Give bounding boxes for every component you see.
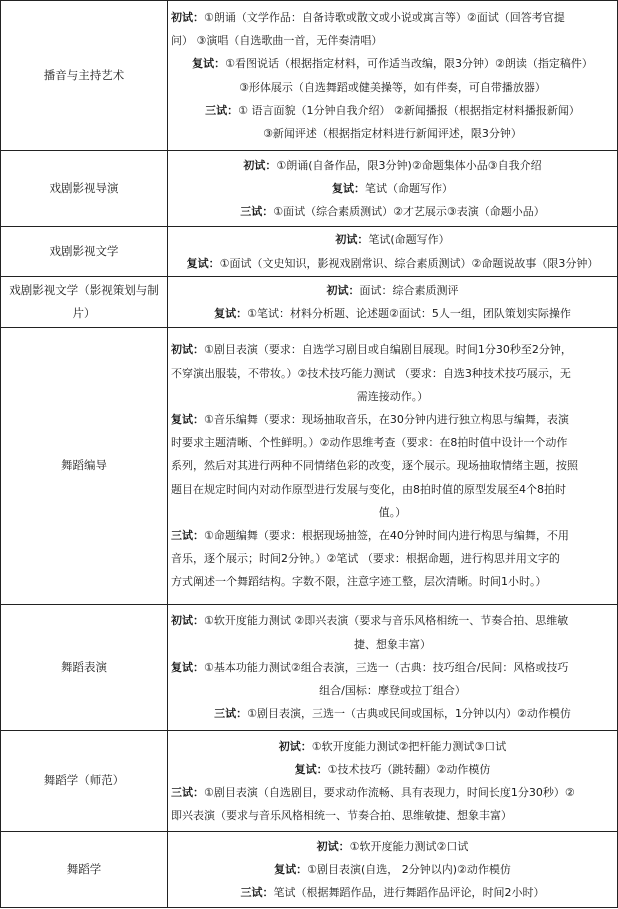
exam-round-label: 三试： <box>240 886 274 900</box>
major-name: 舞蹈学（师范） <box>1 731 168 832</box>
table-row <box>1 731 618 832</box>
major-name: 舞蹈表演 <box>1 605 168 731</box>
requirement-line: 三试：①剧目表演，三选一（古典或民间或国标，1分钟以内）②动作模仿 <box>214 707 571 721</box>
requirement-line: 三试：①命题编舞（要求：根据现场抽签，在40分钟时间内进行构思与编舞，不用 <box>171 529 569 542</box>
requirement-line: 题目在规定时间内对动作原型进行发展与变化，由8拍时值的原型发展至4个8拍时 <box>171 482 566 496</box>
table-row <box>1 328 618 605</box>
requirement-line: 复试：①基本功能力测试②组合表演，三选一（古典：技巧组合/民间：风格或技巧 <box>171 660 569 674</box>
exam-requirements <box>168 1 618 151</box>
exam-round-label: 三试： <box>205 103 239 117</box>
requirement-line: 三试：①面试（综合素质测试）②才艺展示③表演（命题小品） <box>240 205 545 219</box>
requirement-line: 初试：①软开度能力测试②口试 <box>316 839 469 853</box>
exam-round-label: 复试： <box>171 412 204 426</box>
table-row <box>1 605 618 731</box>
requirement-line: 初试：①软开度能力测试②把杆能力测试③口试 <box>278 739 507 753</box>
requirement-line: 复试：笔试（命题写作） <box>332 181 453 195</box>
requirement-line: 即兴表演（要求与音乐风格相统一、节奏合拍、思维敏捷、想象丰富） <box>171 809 512 823</box>
table-row <box>1 832 618 908</box>
exam-round-label: 三试： <box>171 786 204 799</box>
major-name: 播音与主持艺术 <box>1 1 168 151</box>
requirement-line: 初试：①剧目表演（要求：自选学习剧目或自编剧目展现。时间1分30秒至2分钟， <box>171 343 572 357</box>
requirement-line: 复试：①看图说话（根据指定材料，可作适当改编，限3分钟）②朗读（指定稿件） <box>192 57 593 71</box>
exam-round-label: 复试： <box>214 307 248 320</box>
requirement-line: 初试：①软开度能力测试 ②即兴表演（要求与音乐风格相统一、节奏合拍、思维敏 <box>171 614 569 628</box>
requirement-line: 复试：①剧目表演(自选， 2分钟以内)②动作模仿 <box>274 862 511 876</box>
requirement-line: 初试：笔试(命题写作） <box>335 233 450 247</box>
requirement-line: 捷、想象丰富） <box>354 637 431 651</box>
exam-round-label: 三试： <box>240 205 274 219</box>
requirement-line: 复试：①笔试：材料分析题、论述题②面试：5人一组，团队策划实际操作 <box>214 307 571 320</box>
requirement-line: ③形体展示（自选舞蹈或健美操等，如有伴奏，可自带播放器） <box>239 80 546 94</box>
exam-round-label: 复试： <box>274 862 308 876</box>
exam-round-label: 初试： <box>316 839 350 853</box>
exam-round-label: 复试： <box>294 762 328 776</box>
exam-round-label: 复试： <box>332 181 365 195</box>
exam-round-label: 初试： <box>171 614 204 628</box>
requirement-line: 初试：①朗诵（文学作品：自备诗歌或散文或小说或寓言等）②面试（回答考官提 <box>171 10 565 24</box>
requirement-line: 复试：①技术技巧（跳转翻）②动作模仿 <box>294 762 491 776</box>
exam-requirements <box>168 832 618 908</box>
major-name: 舞蹈学 <box>1 832 168 908</box>
requirement-line: 方式阐述一个舞蹈结构。字数不限，注意字迹工整，层次清晰。时间1小时。） <box>171 575 547 589</box>
requirement-line: 三试：① 语言面貌（1分钟自我介绍） ②新闻播报（根据指定材料播报新闻） <box>205 103 580 117</box>
requirement-line: 需连接动作。） <box>356 389 429 403</box>
major-name: 舞蹈编导 <box>1 328 168 605</box>
major-name: 戏剧影视文学（影视策划与制片） <box>1 277 168 328</box>
requirement-line: 复试：①音乐编舞（要求：现场抽取音乐，在30分钟内进行独立构思与编舞，表演 <box>171 412 569 426</box>
exam-round-label: 复试： <box>186 256 220 270</box>
exam-requirements <box>168 277 618 328</box>
exam-requirements <box>168 731 618 832</box>
requirement-line: 复试：①面试（文史知识，影视戏剧常识、综合素质测试）②命题说故事（限3分钟） <box>186 256 599 270</box>
requirement-line: 时要求主题清晰、个性鲜明。）②动作思维考查（要求：在8拍时值中设计一个动作 <box>171 436 568 450</box>
major-name: 戏剧影视文学 <box>1 227 168 277</box>
table-row <box>1 151 618 227</box>
exam-round-label: 初试： <box>278 739 312 753</box>
exam-round-label: 初试： <box>171 10 204 24</box>
requirement-line: 初试：①朗诵(自备作品，限3分钟)②命题集体小品③自我介绍 <box>243 158 542 172</box>
exam-round-label: 初试： <box>335 233 369 247</box>
exam-round-label: 初试： <box>326 283 360 297</box>
requirement-line: 问） ③演唱（自选歌曲一首，无伴奏清唱） <box>171 34 383 48</box>
table-row <box>1 277 618 328</box>
exam-round-label: 三试： <box>171 529 204 542</box>
requirement-line: 音乐，逐个展示；时间2分钟。）②笔试 （要求：根据命题，进行构思并用文字的 <box>171 552 560 566</box>
exam-requirements <box>168 328 618 605</box>
requirement-line: 值。） <box>378 505 407 519</box>
table-row <box>1 1 618 151</box>
exam-round-label: 复试： <box>192 57 226 71</box>
requirement-line: 不穿演出服装，不带妆。）②技术技巧能力测试 （要求：自选3种技术技巧展示，无 <box>171 366 571 380</box>
exam-round-label: 初试： <box>171 343 204 357</box>
exam-requirements <box>168 605 618 731</box>
requirement-line: 三试：笔试（根据舞蹈作品，进行舞蹈作品评论，时间2小时） <box>240 886 545 900</box>
exam-round-label: 初试： <box>243 158 277 172</box>
requirement-line: ③新闻评述（根据指定材料进行新闻评述，限3分钟） <box>263 126 522 140</box>
major-name: 戏剧影视导演 <box>1 151 168 227</box>
table-row <box>1 227 618 277</box>
requirement-line: 组合/国标：摩登或拉丁组合） <box>319 684 466 698</box>
requirement-line: 初试：面试：综合素质测评 <box>326 283 459 297</box>
requirement-line: 系列，然后对其进行两种不同情绪色彩的改变，逐个展示。现场抽取情绪主题，按照 <box>171 459 578 473</box>
exam-round-label: 复试： <box>171 660 204 674</box>
exam-requirements <box>168 227 618 277</box>
exam-requirements <box>168 151 618 227</box>
requirement-line: 三试：①剧目表演（自选剧目，要求动作流畅、具有表现力，时间长度1分30秒）② <box>171 786 575 799</box>
exam-round-label: 三试： <box>214 707 248 721</box>
